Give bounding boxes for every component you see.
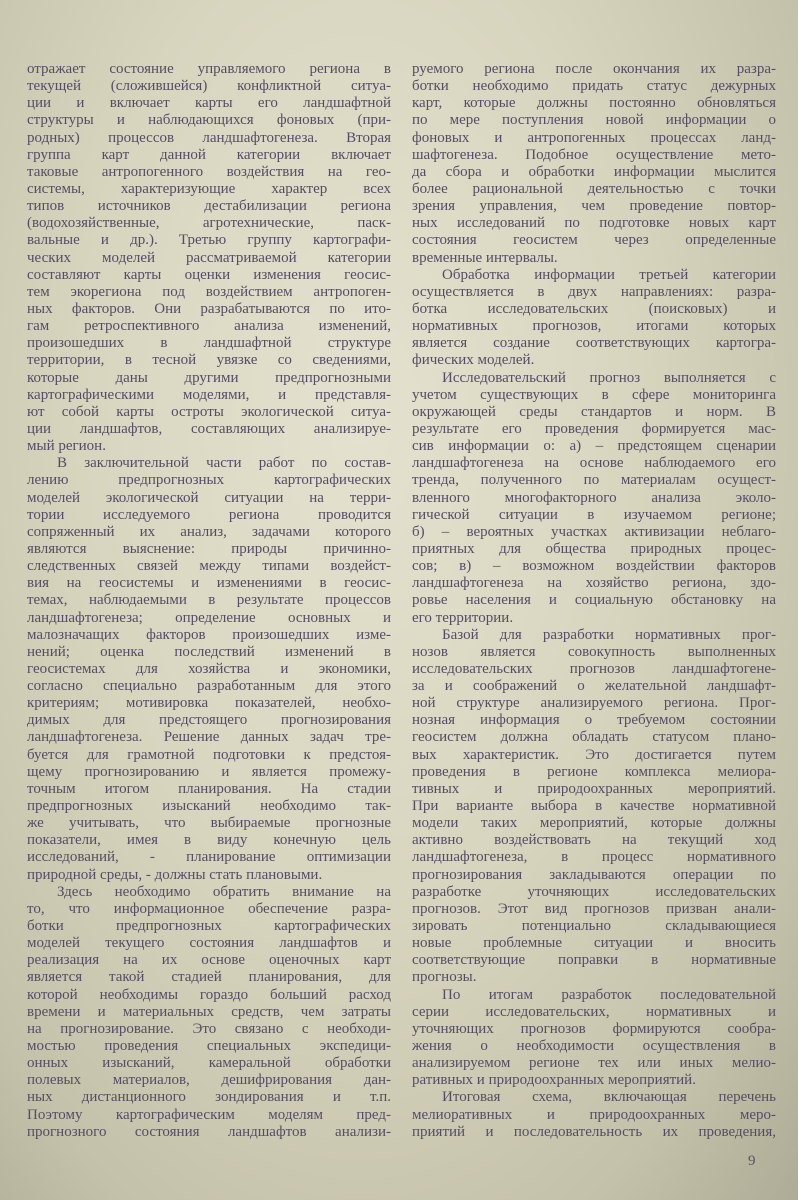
text-line: димых для предстоящего прогнозирования <box>27 712 391 729</box>
text-line: ции ландшафтов, составляющих анализируе- <box>27 420 391 437</box>
text-line: за и соображений о желательной ландшафт- <box>412 678 776 695</box>
text-line: малозначащих факторов произошедших изме- <box>27 626 391 643</box>
text-line: Базой для разработки нормативных прог- <box>442 626 776 643</box>
text-line: ной структуре анализируемого региона. Прог- <box>412 695 776 712</box>
text-line: зировать потенциально складывающиеся <box>412 918 776 935</box>
text-line: геосистемах для хозяйства и экономики, <box>27 660 391 677</box>
text-line: фических моделей. <box>412 352 535 369</box>
paragraph <box>412 987 776 1090</box>
text-line: вых характеристик. Это достигается путем <box>412 746 776 763</box>
text-line: окружающей среды стандартов и норм. В <box>412 403 776 420</box>
text-line: моделей экологической ситуации на терри- <box>27 489 391 506</box>
text-line: ландшафтогенеза, в процесс нормативного <box>412 849 776 866</box>
text-line: активно воздействовать на текущий ход <box>412 832 776 849</box>
text-line: является создание соответствующих картогра- <box>412 335 776 352</box>
text-line: ландшафтогенеза; определение основных и <box>27 609 391 626</box>
text-line: системы, характеризующие характер всех <box>27 180 391 197</box>
text-line: результате его проведения формируется мас- <box>412 420 776 437</box>
text-line: которые даны другими предпрогнозными <box>27 369 391 386</box>
text-line: онных изысканий, камеральной обработки <box>27 1055 391 1072</box>
text-line: ровье населения и социальную обстановку на <box>412 592 776 609</box>
text-line: критериям; мотивировка показателей, необхо- <box>27 695 391 712</box>
text-line: приятий и последовательность их проведения, <box>412 1123 776 1140</box>
text-line: родных) процессов ландшафтогенеза. Вторая <box>27 129 391 146</box>
text-line: ботки необходимо придать статус дежурных <box>412 78 776 95</box>
text-line: ландшафтогенеза. Решение данных задач тре- <box>27 729 391 746</box>
text-line: гической ситуации в изучаемом регионе; <box>412 506 776 523</box>
text-line: учетом существующих в сфере мониторинга <box>412 386 776 403</box>
text-line: по мере поступления новой информации о <box>412 112 776 129</box>
text-line: зрения управления, чем проведение повтор- <box>412 198 776 215</box>
text-line: прогнозного состояния ландшафтов анализи- <box>27 1123 391 1140</box>
text-line: Итоговая схема, включающая перечень <box>442 1089 776 1106</box>
text-line: картографическими моделями, и представля- <box>27 386 391 403</box>
paragraph <box>412 61 776 267</box>
text-line: текущей (сложившейся) конфликтной ситуа- <box>27 78 391 95</box>
text-line: тории исследуемого региона проводится <box>27 506 391 523</box>
paragraph <box>412 1089 776 1140</box>
text-line: вия на геосистемы и изменениями в геосис- <box>27 575 391 592</box>
text-line: гам ретроспективного анализа изменений, <box>27 318 391 335</box>
text-line: на прогнозирование. Это связано с необходи- <box>27 1020 391 1037</box>
text-line: ративных и природоохранных мероприятий. <box>412 1072 696 1089</box>
text-line: типов источников дестабилизации региона <box>27 198 391 215</box>
text-line: темах, наблюдаемыми в результате процессов <box>27 592 391 609</box>
text-line: Здесь необходимо обратить внимание на <box>57 883 391 900</box>
text-line: геосистем должна обладать статусом плано- <box>412 729 776 746</box>
text-line: территории, в тесной увязке со сведениями, <box>27 352 391 369</box>
paragraph <box>412 627 776 987</box>
text-line: уточняющих прогнозов формируются сообра- <box>412 1020 776 1037</box>
text-line: буется для грамотной подготовки к предстоя- <box>27 746 391 763</box>
text-line: его территории. <box>412 609 514 626</box>
text-line: мелиоративных и природоохранных меро- <box>412 1106 776 1123</box>
text-line: вленного многофакторного анализа эколо- <box>412 489 776 506</box>
text-line: состояния геосистем через определенные <box>412 232 776 249</box>
text-line: По итогам разработок последовательной <box>442 986 776 1003</box>
text-line: соответствующие поправки в нормативные <box>412 952 776 969</box>
text-line: фоновых и антропогенных процессах ланд- <box>412 129 776 146</box>
paragraph <box>412 370 776 627</box>
text-line: новые проблемные ситуации и вносить <box>412 935 776 952</box>
text-line: природной среды, - должны стать плановыми. <box>27 866 323 883</box>
text-line: ландшафтогенеза на хозяйство региона, здо- <box>412 575 776 592</box>
text-line: жения о необходимости осуществления в <box>412 1038 776 1055</box>
text-line: ных факторов. Они разрабатываются по ито- <box>27 300 391 317</box>
text-line: же учитывать, что выбираемые прогнозные <box>27 815 391 832</box>
text-line: сопряженный их анализ, задачами которого <box>27 523 391 540</box>
text-line: вальные и др.). Третью группу картографи- <box>27 232 391 249</box>
text-line: руемого региона после окончания их разра- <box>412 61 776 77</box>
text-line: прогнозы. <box>412 969 477 986</box>
text-column-right <box>412 61 776 1141</box>
paragraph <box>27 61 391 455</box>
text-line: анализируемом регионе тех или иных мелио- <box>412 1055 776 1072</box>
text-line: ботки предпрогнозных картографических <box>27 918 391 935</box>
text-line: тем экорегиона под воздействием антропоген- <box>27 283 391 300</box>
text-column-left <box>27 61 391 1141</box>
text-line: исследовательских прогнозов ландшафтогене- <box>412 660 776 677</box>
text-line: приятных для общества природных процес- <box>412 540 776 557</box>
text-line: произошедших в ландшафтной структуре <box>27 335 391 352</box>
text-line: таковые антропогенного воздействия на гео- <box>27 163 391 180</box>
text-line: временные интервалы. <box>412 249 558 266</box>
text-line: то, что информационное обеспечение разра- <box>27 900 391 917</box>
text-line: отражает состояние управляемого региона в <box>27 61 391 77</box>
text-line: которой необходимы гораздо больший расход <box>27 986 391 1003</box>
text-line: является такой стадией планирования, для <box>27 969 391 986</box>
text-line: нормативных прогнозов, итогами которых <box>412 318 776 335</box>
text-line: времени и материальных средств, чем затраты <box>27 1003 391 1020</box>
text-line: Исследовательский прогноз выполняется с <box>442 369 776 386</box>
text-line: осуществляется в двух направлениях: разра- <box>412 283 776 300</box>
text-line: более рациональной деятельностью с точки <box>412 180 776 197</box>
text-line: тивных и природоохранных мероприятий. <box>412 780 776 797</box>
text-line: Обработка информации третьей категории <box>442 266 776 283</box>
text-line: показатели, имея в виду конечную цель <box>27 832 391 849</box>
text-line: разработке уточняющих исследовательских <box>412 883 776 900</box>
paragraph <box>412 267 776 370</box>
text-line: нозов является совокупность выполненных <box>412 643 776 660</box>
text-line: В заключительной части работ по состав- <box>57 455 391 472</box>
text-line: нозная информация о требуемом состоянии <box>412 712 776 729</box>
text-line: сов; в) – возможном воздействии факторов <box>412 558 776 575</box>
text-line: ют собой карты остроты экологической ситуа- <box>27 403 391 420</box>
text-line: Поэтому картографическим моделям пред- <box>27 1106 391 1123</box>
text-line: ции и включает карты его ландшафтной <box>27 95 391 112</box>
text-line: сив информации о: а) – предстоящем сценарии <box>412 438 776 455</box>
text-line: исследований, - планирование оптимизации <box>27 849 391 866</box>
text-line: ных дистанционного зондирования и т.п. <box>27 1089 391 1106</box>
text-line: ческих моделей рассматриваемой категории <box>27 249 391 266</box>
text-line: б) – вероятных участках активизации неблаго- <box>412 523 776 540</box>
text-line: прогнозов. Этот вид прогнозов призван анали- <box>412 900 776 917</box>
text-line: составляют карты оценки изменения геосис- <box>27 266 391 283</box>
text-line: точным итогом планирования. На стадии <box>27 780 391 797</box>
text-line: являются выяснение: природы причинно- <box>27 540 391 557</box>
text-line: следственных связей между типами воздейст- <box>27 558 391 575</box>
text-line: группа карт данной категории включает <box>27 146 391 163</box>
text-line: модели таких мероприятий, которые должны <box>412 815 776 832</box>
text-line: моделей текущего состояния ландшафтов и <box>27 935 391 952</box>
text-line: шафтогенеза. Подобное осуществление мето- <box>412 146 776 163</box>
text-line: полевых материалов, дешифрирования дан- <box>27 1072 391 1089</box>
text-line: тренда, полученного по материалам осущест- <box>412 472 776 489</box>
text-line: предпрогнозных изысканий необходимо так- <box>27 798 391 815</box>
text-line: карт, которые должны постоянно обновляться <box>412 95 776 112</box>
paragraph <box>27 455 391 884</box>
paragraph <box>27 884 391 1141</box>
text-line: серии исследовательских, нормативных и <box>412 1003 776 1020</box>
text-line: щему прогнозированию и является промежу- <box>27 763 391 780</box>
text-line: ботка исследовательских (поисковых) и <box>412 300 776 317</box>
text-line: проведения в регионе комплекса мелиора- <box>412 763 776 780</box>
text-line: реализация на их основе оценочных карт <box>27 952 391 969</box>
text-line: мый регион. <box>27 438 106 455</box>
page-number: 9 <box>748 1153 756 1169</box>
text-line: ландшафтогенеза на основе наблюдаемого его <box>412 455 776 472</box>
text-line: лению предпрогнозных картографических <box>27 472 391 489</box>
text-line: (водохозяйственные, агротехнические, паск- <box>27 215 391 232</box>
text-line: ных исследований по подготовке новых карт <box>412 215 776 232</box>
text-line: прогнозирования закладываются операции по <box>412 866 776 883</box>
text-line: да сбора и обработки информации мыслится <box>412 163 776 180</box>
text-line: структуры и наблюдающихся фоновых (при- <box>27 112 391 129</box>
text-line: согласно специально разработанным для этого <box>27 678 391 695</box>
text-line: мостью проведения специальных экспедици- <box>27 1038 391 1055</box>
text-line: При варианте выбора в качестве нормативной <box>412 798 776 815</box>
text-line: нений; оценка последствий изменений в <box>27 643 391 660</box>
